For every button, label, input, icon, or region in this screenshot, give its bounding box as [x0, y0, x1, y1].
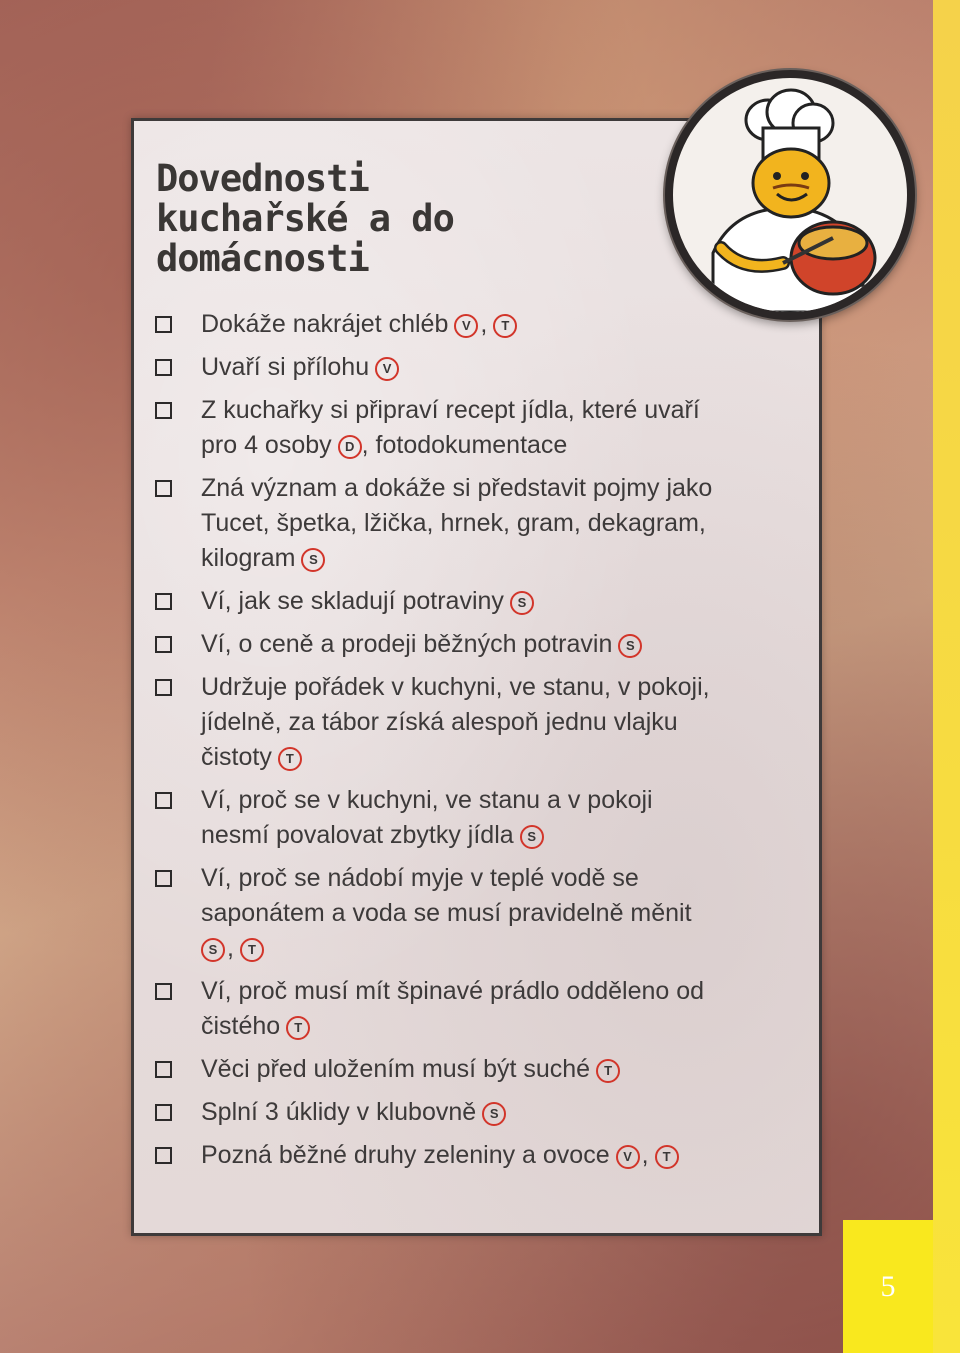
item-text-line: saponátem a voda se musí pravidelně měnit: [201, 899, 692, 927]
category-badge: S: [301, 548, 325, 572]
page-number-tab: [843, 1220, 933, 1353]
checklist-item: [153, 584, 813, 619]
item-text-line: Ví, proč se nádobí myje v teplé vodě se: [201, 864, 639, 892]
item-text-suffix: , fotodokumentace: [361, 431, 568, 459]
category-badge: T: [596, 1059, 620, 1083]
checkbox[interactable]: [155, 636, 172, 653]
item-text-line: Udržuje pořádek v kuchyni, ve stanu, v pokoji,: [201, 673, 710, 701]
item-text: Věci před uložením musí být suché: [201, 1055, 591, 1083]
badge-separator: ,: [227, 934, 234, 962]
item-text: Ví, jak se skladují potraviny: [201, 587, 504, 615]
checklist-item: [153, 670, 813, 775]
checklist-item: [153, 1095, 813, 1130]
category-badge: S: [520, 825, 544, 849]
item-text: čistoty: [201, 743, 272, 771]
item-text-line: jídelně, za tábor získá alespoň jednu vlajku: [201, 708, 678, 736]
checklist-item: [153, 783, 813, 853]
checklist-item: [153, 393, 813, 463]
checklist-item: [153, 974, 813, 1044]
checklist-item: [153, 1052, 813, 1087]
category-badge: S: [482, 1102, 506, 1126]
item-text-line: Ví, proč se v kuchyni, ve stanu a v pokoji: [201, 786, 653, 814]
yellow-side-strip: [933, 0, 960, 1353]
title-line: domácnosti: [156, 237, 369, 280]
checklist-item: [153, 471, 813, 576]
checklist-item: [153, 861, 813, 966]
category-badge: D: [338, 435, 362, 459]
category-badge: V: [454, 314, 478, 338]
item-text-line: Zná význam a dokáže si představit pojmy jako: [201, 474, 713, 502]
checkbox[interactable]: [155, 679, 172, 696]
checkbox[interactable]: [155, 1061, 172, 1078]
item-text: čistého: [201, 1012, 281, 1040]
checklist-item: [153, 350, 813, 385]
category-badge: V: [616, 1145, 640, 1169]
item-text-line: Ví, proč musí mít špinavé prádlo odděleno od: [201, 977, 705, 1005]
checkbox[interactable]: [155, 316, 172, 333]
category-badge: T: [286, 1016, 310, 1040]
category-badge: T: [493, 314, 517, 338]
checkbox[interactable]: [155, 1104, 172, 1121]
checkbox[interactable]: [155, 480, 172, 497]
checklist-item: [153, 627, 813, 662]
checkbox[interactable]: [155, 402, 172, 419]
checkbox[interactable]: [155, 359, 172, 376]
checkbox[interactable]: [155, 792, 172, 809]
title-line: kuchařské a do: [156, 197, 454, 240]
skill-checklist: [153, 307, 813, 1181]
category-badge: T: [278, 747, 302, 771]
chef-illustration: [665, 70, 915, 320]
item-text: kilogram: [201, 544, 296, 572]
item-text: Splní 3 úklidy v klubovně: [201, 1098, 477, 1126]
item-text: pro 4 osoby: [201, 431, 332, 459]
item-text: nesmí povalovat zbytky jídla: [201, 821, 514, 849]
category-badge: T: [240, 938, 264, 962]
page-title: [156, 159, 454, 279]
item-text: Uvaří si přílohu: [201, 353, 370, 381]
item-text-line: Z kuchařky si připraví recept jídla, které uvaří: [201, 396, 700, 424]
category-badge: T: [655, 1145, 679, 1169]
category-badge: S: [510, 591, 534, 615]
chef-icon: [673, 78, 907, 312]
item-text: Dokáže nakrájet chléb: [201, 310, 449, 338]
item-text-line: Tucet, špetka, lžička, hrnek, gram, dekagram,: [201, 509, 706, 537]
category-badge: S: [201, 938, 225, 962]
checkbox[interactable]: [155, 1147, 172, 1164]
category-badge: S: [618, 634, 642, 658]
checkbox[interactable]: [155, 593, 172, 610]
item-text: Ví, o ceně a prodeji běžných potravin: [201, 630, 613, 658]
item-text: Pozná běžné druhy zeleniny a ovoce: [201, 1141, 610, 1169]
page-number: 5: [880, 1269, 896, 1303]
checkbox[interactable]: [155, 870, 172, 887]
badge-separator: ,: [480, 310, 488, 338]
title-line: Dovednosti: [156, 157, 369, 200]
category-badge: V: [375, 357, 399, 381]
checkbox[interactable]: [155, 983, 172, 1000]
checklist-item: [153, 307, 813, 342]
badge-separator: ,: [641, 1141, 649, 1169]
checklist-item: [153, 1138, 813, 1173]
